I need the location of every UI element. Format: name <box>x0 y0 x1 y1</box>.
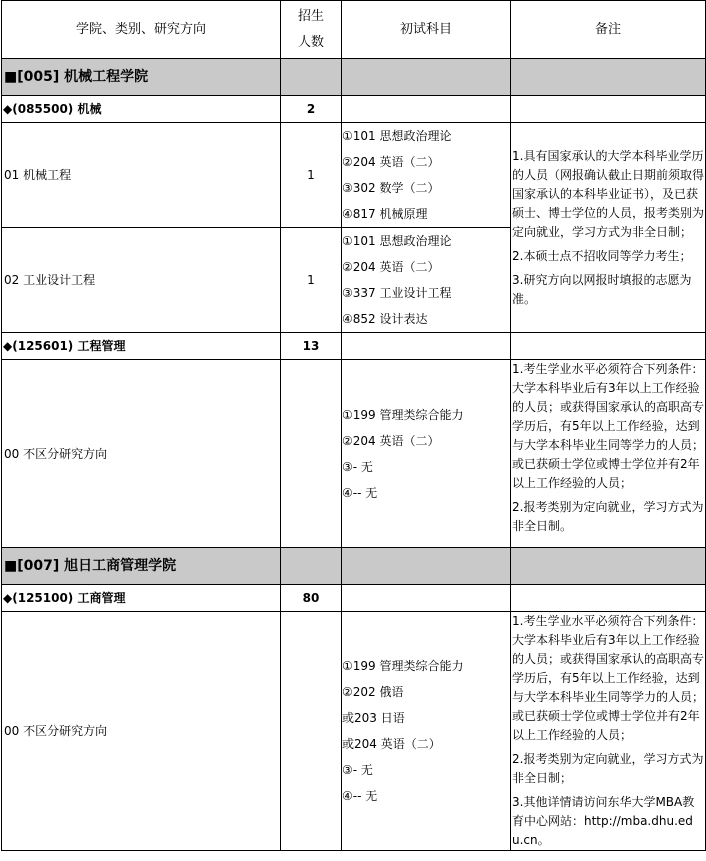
exam-subjects: ①199 管理类综合能力 ②204 英语（二） ③- 无 ④-- 无 <box>342 360 511 548</box>
direction-row <box>2 123 706 228</box>
major-row <box>2 333 706 360</box>
header-enrollment-count: 招生 人数 <box>281 1 342 59</box>
major-name: ◆(125601) 工程管理 <box>2 333 281 360</box>
direction-name: 00 不区分研究方向 <box>2 360 281 548</box>
notes-cell: 1.具有国家承认的大学本科毕业学历的人员（网报确认截止日期前须取得国家承认的本科毕业证书），及已获硕士、博士学位的人员，报考类别为定向就业，学习方式为非全日制； 2.本硕士点不招收同等学力考生； 3.研究方向以网报时填报的志愿为准。 <box>511 123 706 333</box>
notes-cell: 1.考生学业水平必须符合下列条件：大学本科毕业后有3年以上工作经验的人员；或获得国家承认的高职高专学历后，有5年以上工作经验，达到与大学本科毕业生同等学力的人员；或已获硕士学位或博士学位并有2年以上工作经验的人员； 2.报考类别为定向就业，学习方式为非全日制。 <box>511 360 706 548</box>
direction-name: 01 机械工程 <box>2 123 281 228</box>
direction-count: 1 <box>281 123 342 228</box>
college-row <box>2 548 706 585</box>
notes-cell: 1.考生学业水平必须符合下列条件：大学本科毕业后有3年以上工作经验的人员；或获得国家承认的高职高专学历后，有5年以上工作经验，达到与大学本科毕业生同等学力的人员；或已获硕士学位或博士学位并有2年以上工作经验的人员； 2.报考类别为定向就业，学习方式为非全日制； 3.其他详情请访问东华大学MBA教育中心网站：http://mba.dhu.edu.cn。 <box>511 612 706 851</box>
direction-name: 00 不区分研究方向 <box>2 612 281 851</box>
header-notes: 备注 <box>511 1 706 59</box>
header-college-category-direction: 学院、类别、研究方向 <box>2 1 281 59</box>
exam-subjects: ①101 思想政治理论 ②204 英语（二） ③337 工业设计工程 ④852 设计表达 <box>342 228 511 333</box>
college-name: ■[007] 旭日工商管理学院 <box>2 548 281 585</box>
direction-name: 02 工业设计工程 <box>2 228 281 333</box>
major-name: ◆(125100) 工商管理 <box>2 585 281 612</box>
exam-subjects: ①199 管理类综合能力 ②202 俄语 或203 日语 或204 英语（二） ③- 无 ④-- 无 <box>342 612 511 851</box>
major-row <box>2 96 706 123</box>
college-name: ■[005] 机械工程学院 <box>2 59 281 96</box>
direction-count: 1 <box>281 228 342 333</box>
major-count: 80 <box>281 585 342 612</box>
major-name: ◆(085500) 机械 <box>2 96 281 123</box>
college-row <box>2 59 706 96</box>
direction-row <box>2 612 706 851</box>
header-exam-subjects: 初试科目 <box>342 1 511 59</box>
table-header-row <box>2 1 706 59</box>
direction-row <box>2 360 706 548</box>
exam-subjects: ①101 思想政治理论 ②204 英语（二） ③302 数学（二） ④817 机械原理 <box>342 123 511 228</box>
admission-table <box>1 0 706 851</box>
major-row <box>2 585 706 612</box>
major-count: 13 <box>281 333 342 360</box>
major-count: 2 <box>281 96 342 123</box>
